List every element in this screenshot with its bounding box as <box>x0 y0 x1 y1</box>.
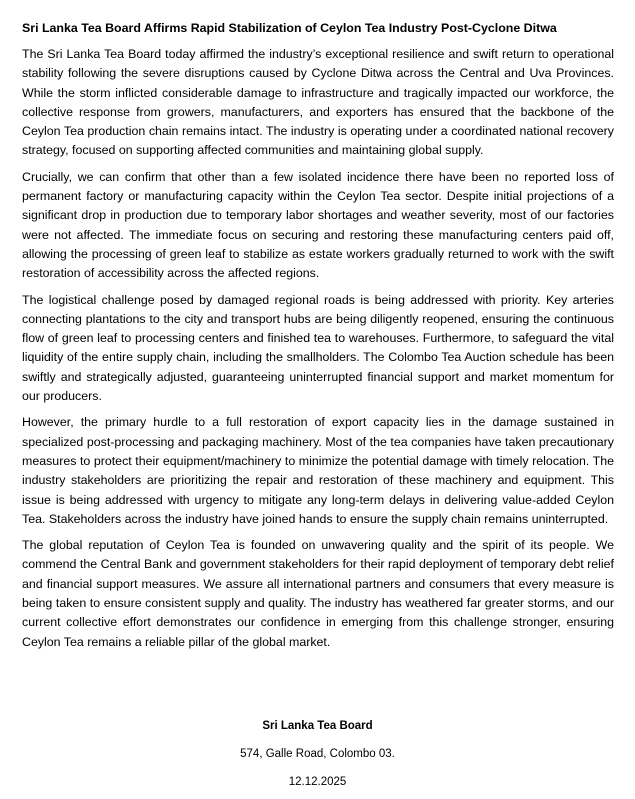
document-title: Sri Lanka Tea Board Affirms Rapid Stabilization of Ceylon Tea Industry Post-Cyclone Ditwa <box>22 21 557 35</box>
footer-date: 12.12.2025 <box>288 776 347 788</box>
paragraph-4: However, the primary hurdle to a full restoration of export capacity lies in the damage sustained in specialized post-processing and packaging machinery. Most of the tea companies have taken precautionary measures to protect their equipment/machinery to minimize the potential damage with timely relocation. The industry stakeholders are prioritizing the repair and restoration of these machinery and equipment. This issue is being addressed with urgency to mitigate any long-term delays in delivering value-added Ceylon Tea. Stakeholders across the industry have joined hands to ensure the supply chain remains uninterrupted. <box>22 415 614 526</box>
paragraph-3: The logistical challenge posed by damaged regional roads is being addressed with priority. Key arteries connecting plantations to the city and transport hubs are being diligently reopened, ensuring the continuous flow of green leaf to processing centers and finished tea to warehouses. Furthermore, to safeguard the vital liquidity of the entire supply chain, including the smallholders. The Colombo Tea Auction schedule has been swiftly and strategically adjusted, guaranteeing uninterrupted financial support and market momentum for our producers. <box>22 292 614 404</box>
footer-address: 574, Galle Road, Colombo 03. <box>240 748 395 760</box>
footer-organization: Sri Lanka Tea Board <box>262 720 373 732</box>
paragraph-2: Crucially, we can confirm that other than a few isolated incidence there have been no reported loss of permanent factory or manufacturing capacity within the Ceylon Tea sector. Despite initial projections of a significant drop in production due to temporary labor shortages and weather severity, most of our factories were not affected. The immediate focus on securing and restoring these manufacturing centers paid off, allowing the processing of green leaf to stabilize as estate workers gradually returned to work with the swift restoration of accessibility across the affected regions. <box>22 169 614 281</box>
paragraph-5: The global reputation of Ceylon Tea is founded on unwavering quality and the spirit of its people. We commend the Central Bank and government stakeholders for their rapid deployment of temporary debt relief and financial support measures. We assure all international partners and consumers that every measure is being taken to ensure consistent supply and quality. The industry has weathered far greater storms, and our current collective effort demonstrates our confidence in emerging from this challenge stronger, ensuring Ceylon Tea remains a reliable pillar of the global market. <box>22 538 614 649</box>
paragraph-1: The Sri Lanka Tea Board today affirmed the industry’s exceptional resilience and swift return to operational stability following the severe disruptions caused by Cyclone Ditwa across the Central and Uva Provinces. While the storm inflicted considerable damage to infrastructure and tragically impacted our workforce, the collective response from growers, manufacturers, and exporters has ensured that the backbone of the Ceylon Tea production chain remains intact. The industry is operating under a coordinated national recovery strategy, focused on supporting affected communities and maintaining global supply. <box>22 47 614 158</box>
